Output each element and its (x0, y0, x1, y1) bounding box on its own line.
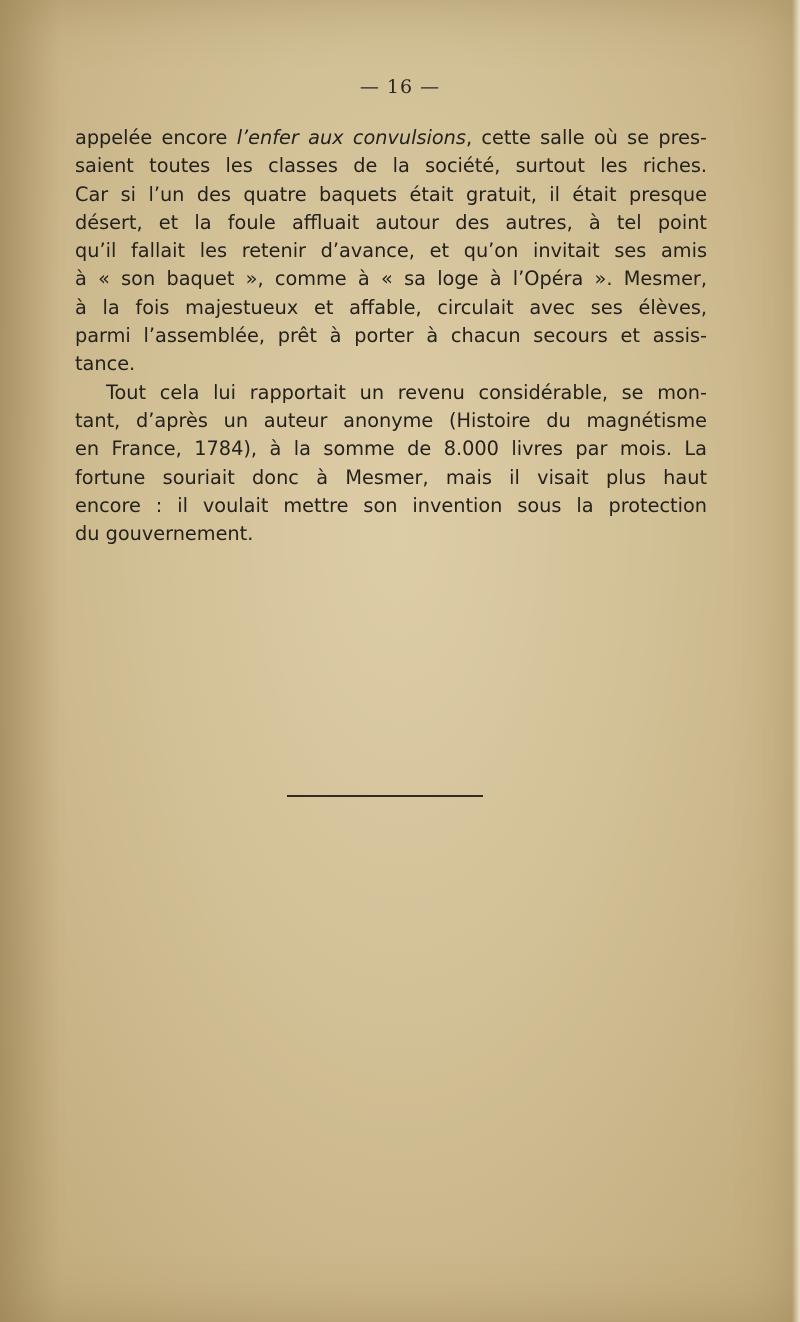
paragraph-1 (75, 124, 707, 379)
text-line: saient toutes les classes de la société, surtout les riches. (75, 154, 707, 178)
text-line: à la fois majestueux et affable, circulait avec ses élèves, (75, 295, 707, 319)
text-line: tance. (75, 352, 136, 376)
text-line: qu’il fallait les retenir d’avance, et qu’on invitait ses amis (75, 239, 707, 263)
text-line: Car si l’un des quatre baquets était gratuit, il était presque (75, 182, 707, 206)
text-line: appelée encore l’enfer aux convulsions, cette salle où se pres- (75, 126, 707, 149)
text-line: fortune souriait donc à Mesmer, mais il visait plus haut (75, 465, 707, 489)
section-divider-rule (287, 795, 483, 797)
text-line: Tout cela lui rapportait un revenu considérable, se mon- (106, 380, 707, 404)
text-line: encore : il voulait mettre son invention sous la protection (75, 493, 707, 517)
text-line: désert, et la foule affluait autour des autres, à tel point (75, 210, 707, 234)
page-number: — 16 — (359, 76, 441, 98)
page-shadow-left (0, 0, 60, 1322)
text-line: à « son baquet », comme à « sa loge à l’Opéra ». Mesmer, (75, 267, 707, 291)
text-line: du gouvernement. (75, 522, 254, 546)
body-text (75, 124, 707, 548)
page-edge-right (792, 0, 800, 1322)
text-line: tant, d’après un auteur anonyme (Histoire du magnétisme (75, 408, 707, 432)
paragraph-2 (75, 379, 707, 549)
italic-phrase: l’enfer aux convulsions (236, 126, 466, 149)
text-line: parmi l’assemblée, prêt à porter à chacun secours et assis- (75, 324, 707, 348)
text-line: en France, 1784), à la somme de 8.000 livres par mois. La (75, 437, 707, 461)
